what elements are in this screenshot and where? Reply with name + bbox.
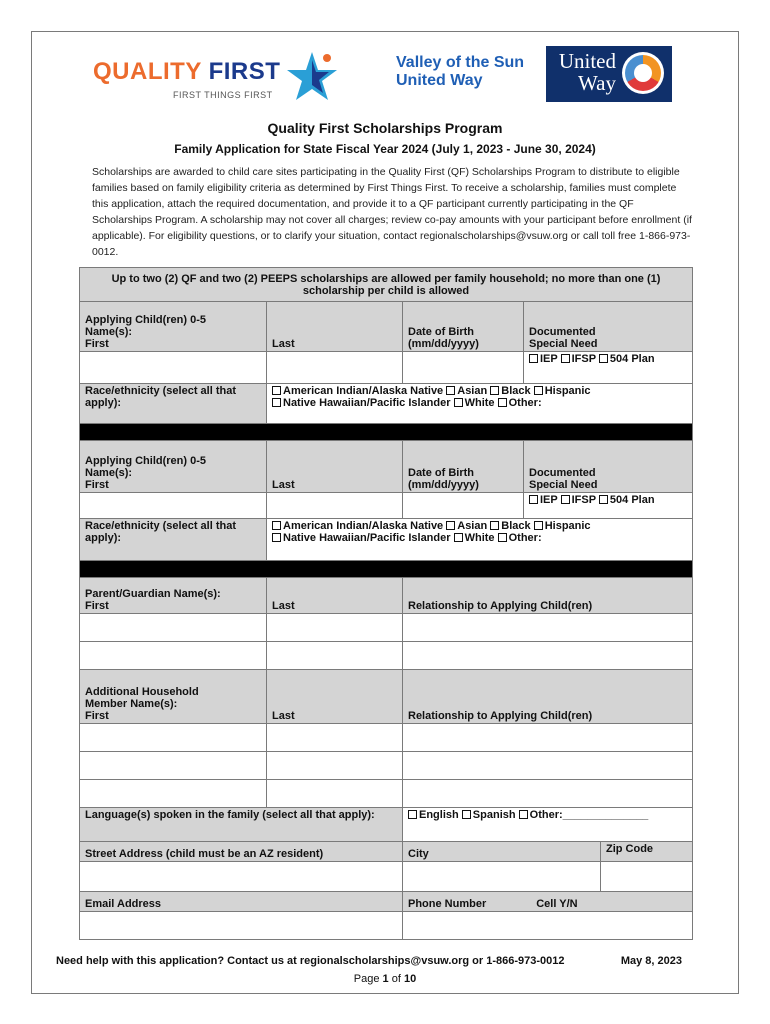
ifsp-checkbox[interactable] xyxy=(561,495,570,504)
child-2-last-label: Last xyxy=(267,441,403,493)
household-relationship-label: Relationship to Applying Child(ren) xyxy=(403,670,693,724)
quality-first-logo xyxy=(93,50,343,106)
scholarship-limit-notice: Up to two (2) QF and two (2) PEEPS scholarships are allowed per family household; no more than one (1) scholarship per child is allowed xyxy=(80,268,693,302)
other-language-checkbox[interactable] xyxy=(519,810,528,819)
child-1-dob-input[interactable] xyxy=(403,352,524,384)
revision-date: May 8, 2023 xyxy=(620,955,682,967)
parent-last-label: Last xyxy=(267,578,403,614)
cell-label: Cell Y/N xyxy=(536,898,578,910)
parent-2-last-input[interactable] xyxy=(267,642,403,670)
hispanic-checkbox[interactable] xyxy=(534,521,543,530)
child-2-dob-input[interactable] xyxy=(403,493,524,519)
household-1-relationship-input[interactable] xyxy=(403,724,693,752)
intro-paragraph: Scholarships are awarded to child care sites participating in the Quality First (QF) Scholarships Program to distribute to eligible families based on family eligibility criteria as determined by First Things First. To receive a scholarship, families must complete this application, attach the required documentation, and provide it to a QF participant currently participating in the QF Scholarships Program. A scholarship may not cover all charges; review co-pay amounts with your participant before enrollment (if applicable). For eligibility questions, or to clarify your situation, contact regionalscholarships@vsuw.org or call toll free 1-866-973-0012. xyxy=(92,166,692,258)
city-label: City xyxy=(403,842,601,862)
child-1-dob-label: Date of Birth (mm/dd/yyyy) xyxy=(403,302,524,352)
american-indian-checkbox[interactable] xyxy=(272,386,281,395)
child-2-special-need-options: IEP IFSP 504 Plan xyxy=(524,493,693,519)
child-2-race-options: American Indian/Alaska Native Asian Black Hispanic Native Hawaiian/Pacific Islander White Other: xyxy=(267,519,693,561)
child-2-race-label: Race/ethnicity (select all that apply): xyxy=(80,519,267,561)
black-checkbox[interactable] xyxy=(490,521,499,530)
email-input[interactable] xyxy=(80,912,403,940)
504-plan-checkbox[interactable] xyxy=(599,495,608,504)
native-hawaiian-checkbox[interactable] xyxy=(272,533,281,542)
child-2-dob-label: Date of Birth (mm/dd/yyyy) xyxy=(403,441,524,493)
household-last-label: Last xyxy=(267,670,403,724)
united-way-logo xyxy=(546,46,672,102)
asian-checkbox[interactable] xyxy=(446,521,455,530)
child-2-name-label: Applying Child(ren) 0-5 Name(s): First xyxy=(80,441,267,493)
household-1-first-input[interactable] xyxy=(80,724,267,752)
american-indian-checkbox[interactable] xyxy=(272,521,281,530)
504-plan-checkbox[interactable] xyxy=(599,354,608,363)
child-1-last-label: Last xyxy=(267,302,403,352)
household-name-label: Additional Household Member Name(s): First xyxy=(80,670,267,724)
language-label: Language(s) spoken in the family (select all that apply): xyxy=(80,808,403,842)
page-subtitle: Family Application for State Fiscal Year 2024 (July 1, 2023 - June 30, 2024) xyxy=(174,142,596,156)
parent-1-relationship-input[interactable] xyxy=(403,614,693,642)
phone-label: Phone Number Cell Y/N xyxy=(403,892,693,912)
child-1-name-label: Applying Child(ren) 0-5 Name(s): First xyxy=(80,302,267,352)
child-2-first-input[interactable] xyxy=(80,493,267,519)
parent-relationship-label: Relationship to Applying Child(ren) xyxy=(403,578,693,614)
other-race-checkbox[interactable] xyxy=(498,533,507,542)
iep-checkbox[interactable] xyxy=(529,354,538,363)
application-form-table xyxy=(79,267,693,940)
street-address-input[interactable] xyxy=(80,862,403,892)
uw-line-1: United xyxy=(558,49,616,73)
household-1-last-input[interactable] xyxy=(267,724,403,752)
valley-of-the-sun-logo xyxy=(396,54,524,90)
uw-line-2: Way xyxy=(578,71,616,95)
parent-1-first-input[interactable] xyxy=(80,614,267,642)
other-race-checkbox[interactable] xyxy=(498,398,507,407)
footer xyxy=(56,955,682,967)
email-label: Email Address xyxy=(80,892,403,912)
vsuw-line-1: Valley of the Sun xyxy=(396,54,525,71)
child-1-race-options: American Indian/Alaska Native Asian Black Hispanic Native Hawaiian/Pacific Islander White Other: xyxy=(267,384,693,424)
parent-2-relationship-input[interactable] xyxy=(403,642,693,670)
united-way-emblem-icon xyxy=(622,52,664,94)
parent-2-first-input[interactable] xyxy=(80,642,267,670)
help-text: Need help with this application? Contact us at regionalscholarships@vsuw.org or 1-866-973-0012 xyxy=(56,955,565,967)
black-checkbox[interactable] xyxy=(490,386,499,395)
household-3-first-input[interactable] xyxy=(80,780,267,808)
parent-1-last-input[interactable] xyxy=(267,614,403,642)
household-3-last-input[interactable] xyxy=(267,780,403,808)
ifsp-checkbox[interactable] xyxy=(561,354,570,363)
white-checkbox[interactable] xyxy=(454,398,463,407)
section-divider xyxy=(80,424,693,441)
child-2-special-need-label: Documented Special Need xyxy=(524,441,693,493)
child-1-special-need-label: Documented Special Need xyxy=(524,302,693,352)
page-number: Page 1 of 10 xyxy=(353,973,417,985)
white-checkbox[interactable] xyxy=(454,533,463,542)
qf-logo-subtitle: FIRST THINGS FIRST xyxy=(173,90,273,100)
zip-code-label: Zip Code xyxy=(601,842,693,862)
child-1-first-input[interactable] xyxy=(80,352,267,384)
child-2-last-input[interactable] xyxy=(267,493,403,519)
qf-logo-word-1: QUALITY xyxy=(93,58,202,85)
native-hawaiian-checkbox[interactable] xyxy=(272,398,281,407)
language-options: English Spanish Other:______________ xyxy=(403,808,693,842)
iep-checkbox[interactable] xyxy=(529,495,538,504)
page-title: Quality First Scholarships Program xyxy=(267,120,503,136)
street-address-label: Street Address (child must be an AZ resident) xyxy=(80,842,403,862)
vsuw-line-2: United Way xyxy=(396,72,483,89)
star-icon xyxy=(285,50,339,104)
phone-input[interactable] xyxy=(403,912,693,940)
section-divider xyxy=(80,561,693,578)
hispanic-checkbox[interactable] xyxy=(534,386,543,395)
child-1-race-label: Race/ethnicity (select all that apply): xyxy=(80,384,267,424)
asian-checkbox[interactable] xyxy=(446,386,455,395)
english-checkbox[interactable] xyxy=(408,810,417,819)
child-1-special-need-options: IEP IFSP 504 Plan xyxy=(524,352,693,384)
child-1-last-input[interactable] xyxy=(267,352,403,384)
household-2-relationship-input[interactable] xyxy=(403,752,693,780)
qf-logo-word-2: FIRST xyxy=(208,58,281,85)
household-2-last-input[interactable] xyxy=(267,752,403,780)
spanish-checkbox[interactable] xyxy=(462,810,471,819)
city-input[interactable] xyxy=(403,862,601,892)
parent-name-label: Parent/Guardian Name(s): First xyxy=(80,578,267,614)
logo-header xyxy=(60,40,710,108)
household-3-relationship-input[interactable] xyxy=(403,780,693,808)
household-2-first-input[interactable] xyxy=(80,752,267,780)
zip-code-input[interactable] xyxy=(601,862,693,892)
